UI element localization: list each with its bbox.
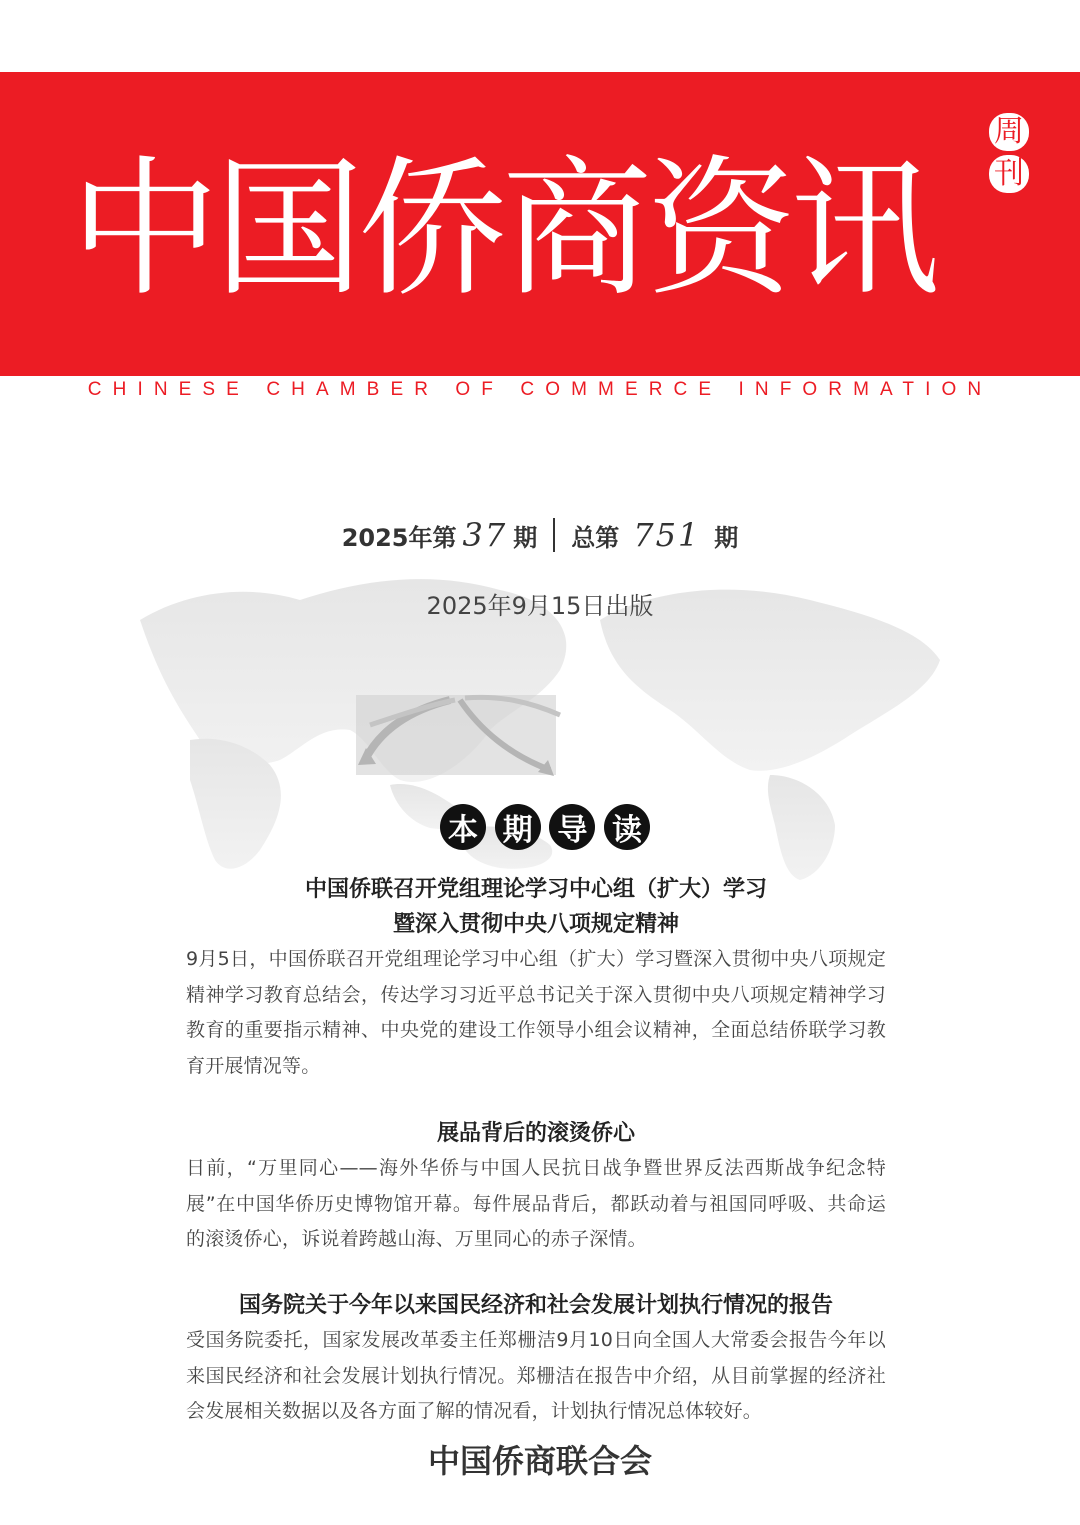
article-item [186, 872, 886, 1084]
article-title-line: 暨深入贯彻中央八项规定精神 [392, 912, 679, 937]
english-subtitle: CHINESE CHAMBER OF COMMERCE INFORMATION [87, 379, 993, 400]
article-item [186, 1288, 886, 1430]
article-item [186, 1116, 886, 1258]
publish-date: 2025年9月15日出版 [426, 592, 654, 620]
guide-badge: 期 [495, 804, 541, 850]
weekly-seal-icon [986, 108, 1032, 198]
article-title-line: 展品背后的滚烫侨心 [436, 1121, 635, 1146]
article-title-line: 中国侨联召开党组理论学习中心组（扩大）学习 [304, 877, 767, 902]
total-issue-label: 总第 [571, 523, 620, 552]
total-issue-number: 751 [633, 516, 701, 554]
article-title [186, 1288, 886, 1323]
issue-period-label: 期 [513, 523, 538, 552]
issue-guide-heading [440, 804, 650, 850]
article-summary: 日前，“万里同心——海外华侨与中国人民抗日战争暨世界反法西斯战争纪念特展”在中国华侨历史博物馆开幕。每件展品背后，都跃动着与祖国同呼吸、共命运的滚烫侨心，诉说着跨越山海、万里同心的赤子深情。 [186, 1157, 886, 1250]
article-title [186, 872, 886, 942]
article-summary: 受国务院委托，国家发展改革委主任郑栅洁9月10日向全国人大常委会报告今年以来国民经济和社会发展计划执行情况。郑栅洁在报告中介绍，从目前掌握的经济社会发展相关数据以及各方面了解的情况看，计划执行情况总体较好。 [186, 1329, 886, 1422]
issue-number: 37 [462, 516, 508, 554]
article-title-line: 国务院关于今年以来国民经济和社会发展计划执行情况的报告 [238, 1293, 833, 1318]
guide-badge: 导 [549, 804, 595, 850]
magazine-title: 中国侨商资讯 [70, 143, 935, 317]
issue-separator [553, 518, 555, 552]
issue-number-line [0, 510, 1080, 560]
issue-year-label: 2025年第 [341, 523, 457, 552]
guide-badge: 本 [440, 804, 486, 850]
total-issue-suffix: 期 [714, 523, 739, 552]
article-title [186, 1116, 886, 1151]
weekly-seal-char: 刊 [989, 155, 1029, 193]
publisher-name: 中国侨商联合会 [427, 1442, 652, 1480]
weekly-seal-char: 周 [989, 113, 1029, 151]
guide-badge: 读 [604, 804, 650, 850]
article-summary: 9月5日，中国侨联召开党组理论学习中心组（扩大）学习暨深入贯彻中央八项规定精神学习教育总结会，传达学习习近平总书记关于深入贯彻中央八项规定精神学习教育的重要指示精神、中央党的建设工作领导小组会议精神，全面总结侨联学习教育开展情况等。 [186, 948, 886, 1077]
